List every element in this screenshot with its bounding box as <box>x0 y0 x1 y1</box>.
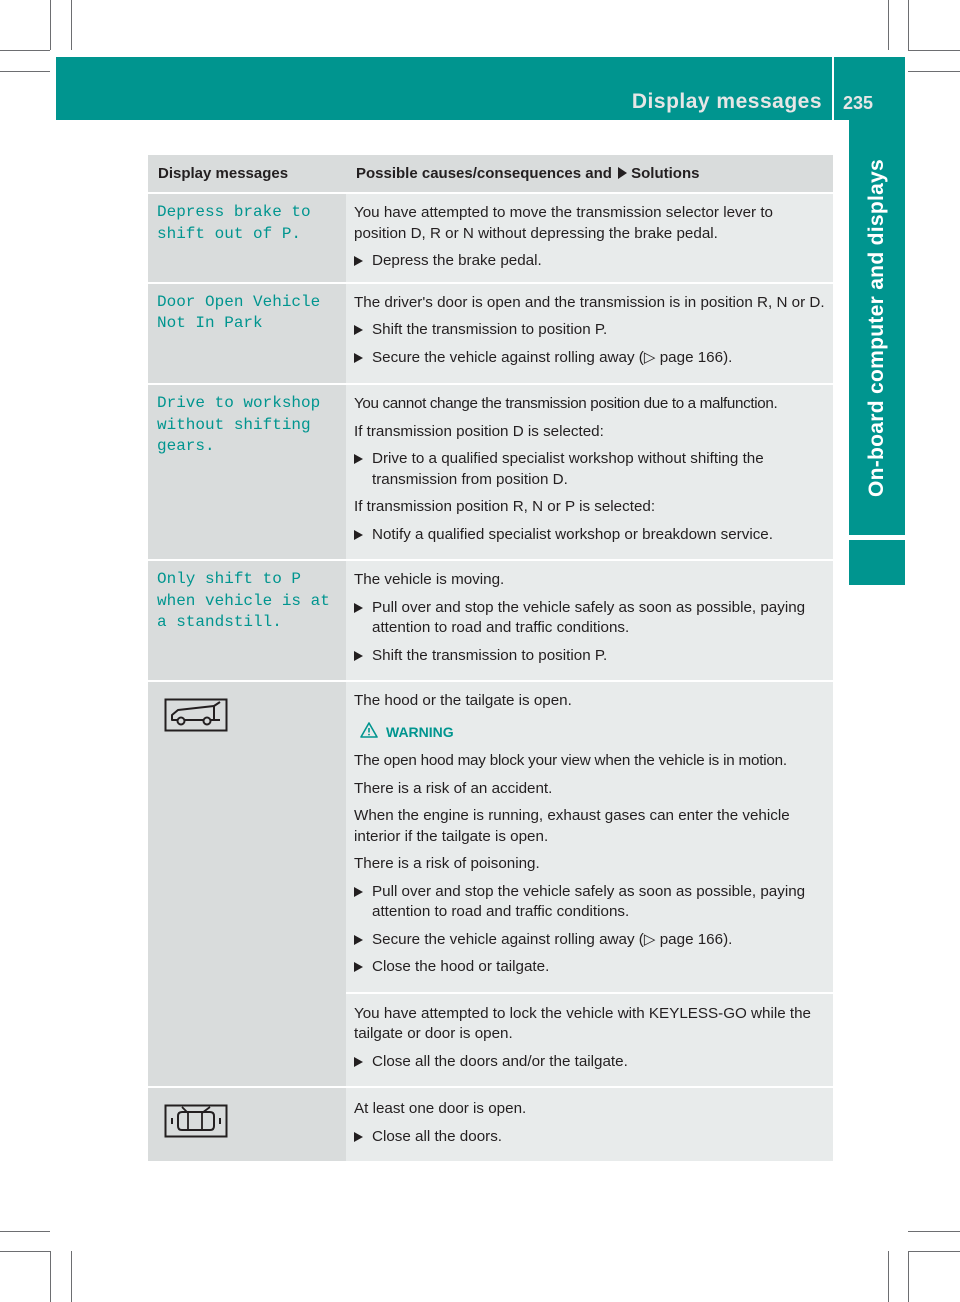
crop-mark <box>0 50 50 51</box>
crop-mark <box>908 1251 960 1252</box>
warning-heading <box>354 722 827 743</box>
cause-text: The vehicle is moving. <box>354 571 505 588</box>
display-messages-table <box>148 155 833 1161</box>
warning-text: When the engine is running, exhaust gases can enter the vehicle interior if the tailgate is open. <box>354 807 790 845</box>
warning-icon <box>360 722 378 738</box>
header-divider <box>832 57 834 120</box>
crop-mark <box>0 1231 50 1232</box>
action-step: Secure the vehicle against rolling away (▷ page 166). <box>354 930 827 951</box>
condition-text: If transmission position R, N or P is selected: <box>354 498 656 515</box>
solution-cell <box>346 560 833 681</box>
display-message: Depress brake to shift out of P. <box>157 203 311 243</box>
door-open-icon <box>164 1104 228 1138</box>
warning-text: The open hood may block your view when the vehicle is in motion. <box>354 752 787 769</box>
condition-text: If transmission position D is selected: <box>354 422 604 440</box>
table-row <box>148 384 833 560</box>
crop-mark <box>0 1251 50 1252</box>
display-message: Door Open Vehicle Not In Park <box>157 292 321 332</box>
column-header-solutions-label: Solutions <box>631 165 700 182</box>
solution-cell <box>346 681 833 993</box>
message-cell <box>148 283 346 385</box>
table-row <box>148 193 833 283</box>
cause-text: You cannot change the transmission position due to a malfunction. <box>354 395 778 412</box>
warning-text: There is a risk of poisoning. <box>354 855 540 872</box>
warning-label: WARNING <box>386 723 454 740</box>
solution-cell <box>346 1087 833 1161</box>
cause-text: You have attempted to move the transmission selector lever to position D, R or N without depressing the brake pedal. <box>354 204 774 242</box>
column-header-causes: Possible causes/consequences and <box>356 165 612 182</box>
crop-mark <box>0 71 50 72</box>
action-step: Depress the brake pedal. <box>354 251 827 272</box>
crop-mark <box>50 1251 51 1302</box>
action-step: Close all the doors and/or the tailgate. <box>354 1052 827 1073</box>
message-cell <box>148 1087 346 1161</box>
section-tab-label: On-board computer and displays <box>865 158 888 498</box>
crop-mark <box>71 0 72 50</box>
crop-mark <box>908 1251 909 1302</box>
action-step: Close all the doors. <box>354 1127 827 1148</box>
page-number: 235 <box>843 93 874 113</box>
message-cell <box>148 681 346 1087</box>
message-cell <box>148 193 346 283</box>
page-title: Display messages <box>631 90 822 113</box>
crop-mark <box>908 0 909 50</box>
table-row <box>148 560 833 681</box>
action-step: Close the hood or tailgate. <box>354 957 827 978</box>
message-cell <box>148 384 346 560</box>
solution-cell <box>346 993 833 1088</box>
action-step: Shift the transmission to position P. <box>354 646 827 667</box>
column-header-solutions <box>346 155 833 193</box>
table-row <box>148 283 833 385</box>
cause-text: The driver's door is open and the transmission is in position R, N or D. <box>354 293 825 311</box>
arrow-icon <box>618 167 627 179</box>
solution-cell <box>346 193 833 283</box>
cause-text: The hood or the tailgate is open. <box>354 692 572 709</box>
display-message: Drive to workshop without shifting gears. <box>157 394 321 455</box>
table-row <box>148 681 833 993</box>
action-step: Pull over and stop the vehicle safely as soon as possible, paying attention to road and traffic conditions. <box>354 598 827 639</box>
action-step: Notify a qualified specialist workshop or breakdown service. <box>354 525 827 546</box>
crop-mark <box>888 0 889 50</box>
crop-mark <box>888 1251 889 1302</box>
cause-text: At least one door is open. <box>354 1100 527 1117</box>
crop-mark <box>908 71 960 72</box>
display-message: Only shift to P when vehicle is at a standstill. <box>157 570 330 631</box>
solution-cell <box>346 283 833 385</box>
section-tab-marker <box>849 540 905 585</box>
message-cell <box>148 560 346 681</box>
table-header-row <box>148 155 833 193</box>
crop-mark <box>908 50 960 51</box>
warning-text: There is a risk of an accident. <box>354 779 553 797</box>
action-step: Pull over and stop the vehicle safely as soon as possible, paying attention to road and traffic conditions. <box>354 882 827 923</box>
action-step: Secure the vehicle against rolling away (▷ page 166). <box>354 348 827 369</box>
crop-mark <box>50 0 51 50</box>
hood-tailgate-open-icon <box>164 698 228 732</box>
table-row <box>148 1087 833 1161</box>
action-step: Shift the transmission to position P. <box>354 320 827 341</box>
crop-mark <box>71 1251 72 1302</box>
crop-mark <box>908 1231 960 1232</box>
cause-text: You have attempted to lock the vehicle with KEYLESS-GO while the tailgate or door is open. <box>354 1004 812 1042</box>
column-header-messages: Display messages <box>148 155 346 193</box>
solution-cell <box>346 384 833 560</box>
action-step: Drive to a qualified specialist workshop without shifting the transmission from position D. <box>354 449 827 490</box>
